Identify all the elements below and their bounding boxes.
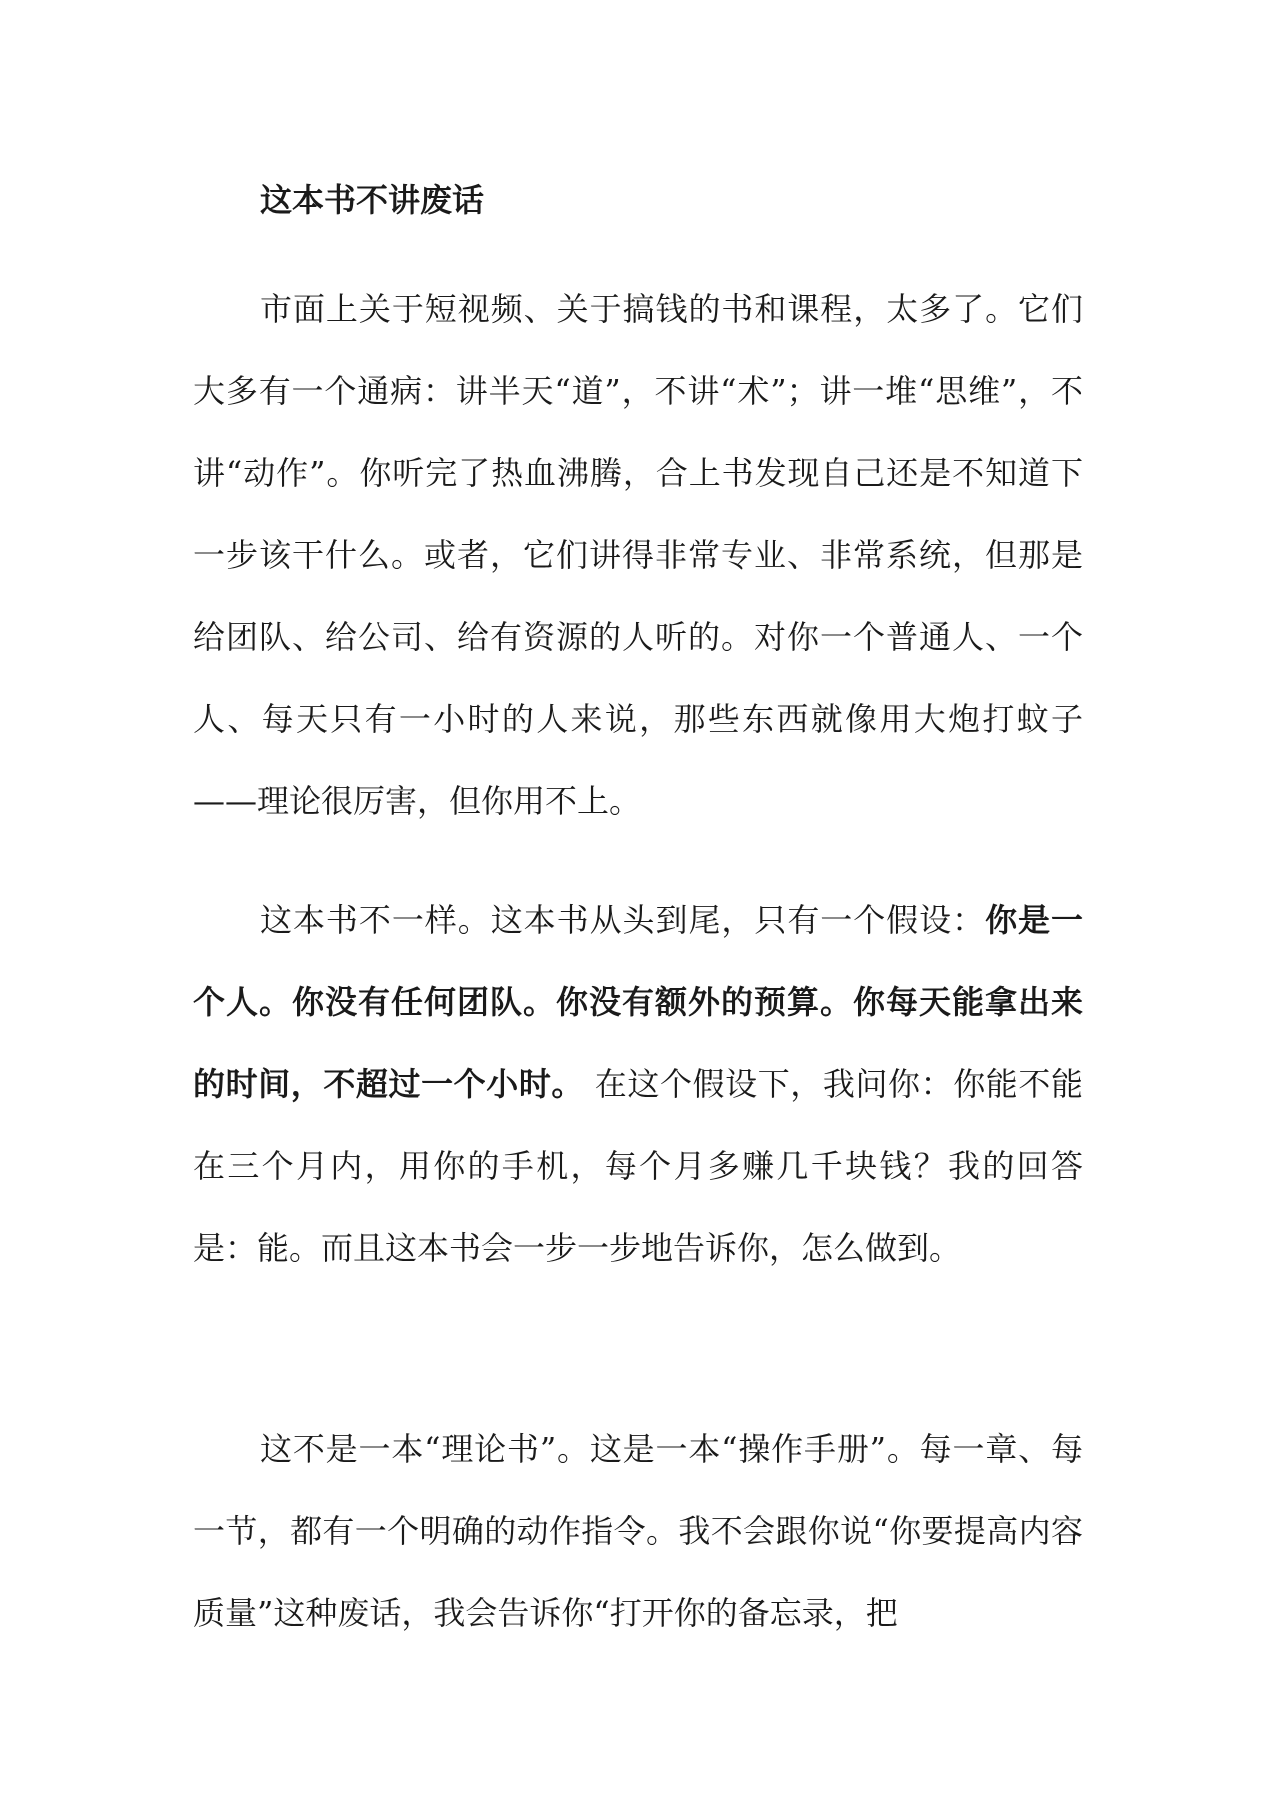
section-heading: 这本书不讲废话 [260,181,485,219]
paragraph-manual: 这不是一本“理论书”。这是一本“操作手册”。每一章、每一节，都有一个明确的动作指令。我不会跟你说“你要提高内容质量”这种废话，我会告诉你“打开你的备忘录，把 [193,1430,1083,1632]
assumption-bold-text: 你是一个人。你没有任何团队。你没有额外的预算。你每天能拿出来的时间，不超过一个小时。 [193,901,1083,1103]
paragraph-assumption-intro: 这本书不一样。这本书从头到尾，只有一个假设： [260,901,986,939]
paragraph-intro: 市面上关于短视频、关于搞钱的书和课程，太多了。它们大多有一个通病：讲半天“道”，不讲“术”；讲一堆“思维”，不讲“动作”。你听完了热血沸腾，合上书发现自己还是不知道下一步该干什么。或者，它们讲得非常专业、非常系统，但那是给团队、给公司、给有资源的人听的。对你一个普通人、一个人、每天只有一小时的人来说，那些东西就像用大炮打蚊子——理论很厉害，但你用不上。 [193,290,1083,820]
paragraph-assumption-rest: 在这个假设下，我问你：你能不能在三个月内，用你的手机，每个月多赚几千块钱？我的回答是：能。而且这本书会一步一步地告诉你，怎么做到。 [193,1065,1083,1267]
paragraph-assumption [193,879,1083,1289]
